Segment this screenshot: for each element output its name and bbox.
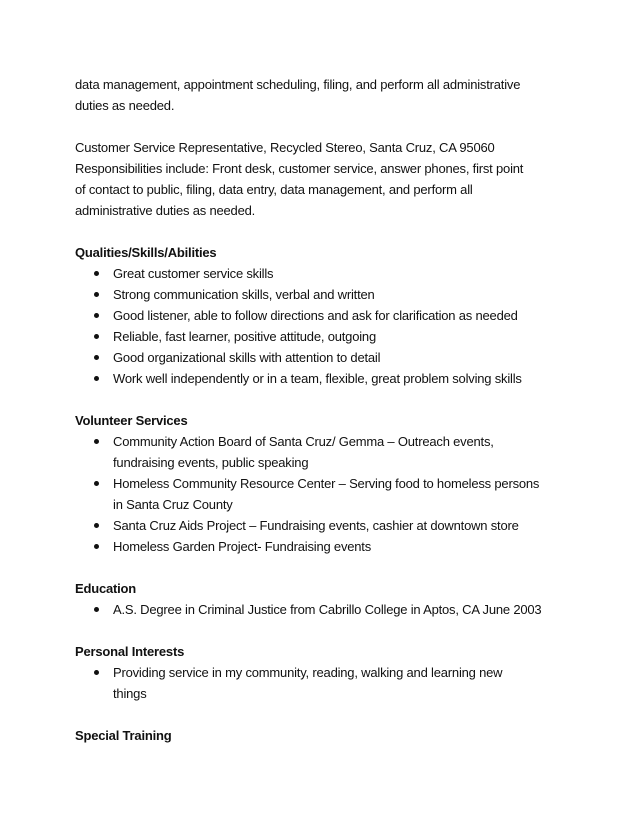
list-item: A.S. Degree in Criminal Justice from Cabrillo College in Aptos, CA June 2003: [113, 599, 575, 620]
section-heading-training: Special Training: [75, 728, 172, 743]
job-title-line: Customer Service Representative, Recycled Stereo, Santa Cruz, CA 95060: [75, 140, 495, 155]
section-heading-interests: Personal Interests: [75, 644, 185, 659]
section-heading-qualities: Qualities/Skills/Abilities: [75, 245, 217, 260]
job-entry: [75, 137, 575, 221]
text-line: Homeless Community Resource Center – Serving food to homeless persons: [113, 476, 540, 491]
text-line: Community Action Board of Santa Cruz/ Gemma – Outreach events,: [113, 434, 494, 449]
list-item: Good organizational skills with attention to detail: [113, 347, 575, 368]
text-line: in Santa Cruz County: [113, 497, 233, 512]
text-line: of contact to public, filing, data entry, data management, and perform all: [75, 182, 473, 197]
list-item: [113, 662, 575, 704]
text-line: things: [113, 686, 147, 701]
text-line: Responsibilities include: Front desk, customer service, answer phones, first point: [75, 161, 524, 176]
list-item: Work well independently or in a team, flexible, great problem solving skills: [113, 368, 575, 389]
list-item: [113, 536, 575, 557]
section-heading-volunteer: Volunteer Services: [75, 413, 188, 428]
text-line: Homeless Garden Project- Fundraising events: [113, 539, 372, 554]
interests-list: [75, 662, 575, 704]
list-item: [113, 473, 575, 515]
text-line: Providing service in my community, reading, walking and learning new: [113, 665, 503, 680]
resume-page: [75, 74, 575, 746]
list-item: Strong communication skills, verbal and written: [113, 284, 575, 305]
list-item: Great customer service skills: [113, 263, 575, 284]
text-line: administrative duties as needed.: [75, 203, 256, 218]
intro-paragraph: [75, 74, 575, 116]
text-line: duties as needed.: [75, 98, 175, 113]
list-item: [113, 431, 575, 473]
volunteer-list: [75, 431, 575, 557]
text-line: fundraising events, public speaking: [113, 455, 309, 470]
education-list: [75, 599, 575, 620]
list-item: [113, 515, 575, 536]
list-item: Reliable, fast learner, positive attitude, outgoing: [113, 326, 575, 347]
text-line: Santa Cruz Aids Project – Fundraising events, cashier at downtown store: [113, 518, 519, 533]
list-item: Good listener, able to follow directions and ask for clarification as needed: [113, 305, 575, 326]
section-heading-education: Education: [75, 581, 137, 596]
text-line: data management, appointment scheduling, filing, and perform all administrative: [75, 77, 521, 92]
qualities-list: [75, 263, 575, 389]
